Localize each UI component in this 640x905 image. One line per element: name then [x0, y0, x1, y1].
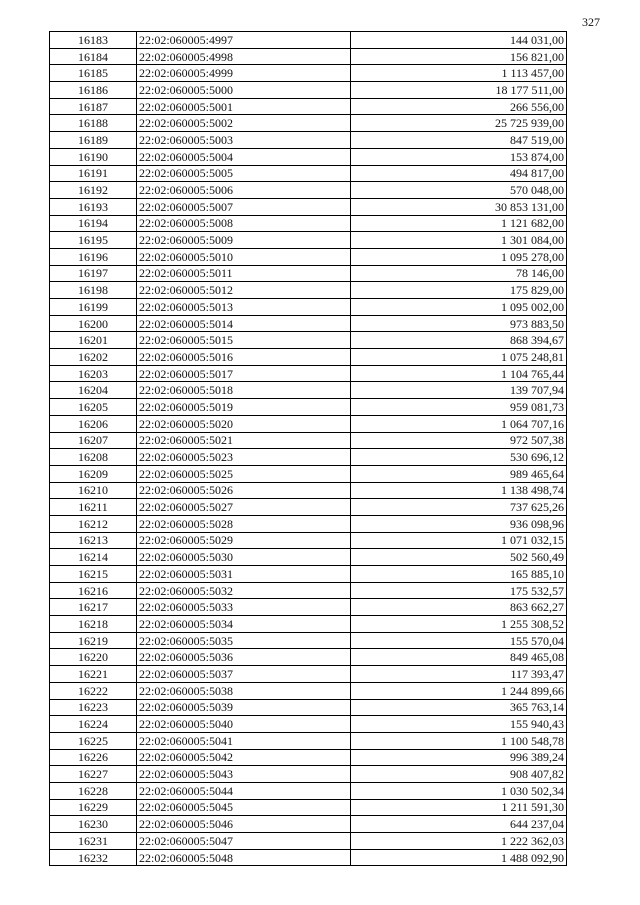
row-number-cell: 16212: [50, 515, 137, 532]
table-row: [50, 215, 567, 232]
cadastral-number-cell: 22:02:060005:5006: [137, 182, 351, 199]
cadastral-value-cell: 863 662,27: [351, 599, 567, 616]
cadastral-number-cell: 22:02:060005:5007: [137, 198, 351, 215]
table-row: [50, 599, 567, 616]
cadastral-number-cell: 22:02:060005:5019: [137, 399, 351, 416]
cadastral-number-cell: 22:02:060005:5040: [137, 716, 351, 733]
row-number-cell: 16205: [50, 399, 137, 416]
row-number-cell: 16191: [50, 165, 137, 182]
table-row: [50, 515, 567, 532]
table-row: [50, 566, 567, 583]
row-number-cell: 16203: [50, 365, 137, 382]
cadastral-number-cell: 22:02:060005:5011: [137, 265, 351, 282]
cadastral-number-cell: 22:02:060005:5020: [137, 415, 351, 432]
cadastral-number-cell: 22:02:060005:5034: [137, 616, 351, 633]
cadastral-number-cell: 22:02:060005:5028: [137, 515, 351, 532]
cadastral-number-cell: 22:02:060005:5005: [137, 165, 351, 182]
row-number-cell: 16219: [50, 632, 137, 649]
cadastral-number-cell: 22:02:060005:5044: [137, 782, 351, 799]
table-row: [50, 349, 567, 366]
cadastral-value-cell: 18 177 511,00: [351, 82, 567, 99]
table-row: [50, 432, 567, 449]
table-row: [50, 315, 567, 332]
table-row: [50, 749, 567, 766]
cadastral-value-cell: 868 394,67: [351, 332, 567, 349]
cadastral-value-cell: 266 556,00: [351, 98, 567, 115]
table-row: [50, 732, 567, 749]
cadastral-value-cell: 144 031,00: [351, 32, 567, 49]
cadastral-value-cell: 1 075 248,81: [351, 349, 567, 366]
cadastral-value-cell: 973 883,50: [351, 315, 567, 332]
cadastral-number-cell: 22:02:060005:5038: [137, 682, 351, 699]
cadastral-number-cell: 22:02:060005:5030: [137, 549, 351, 566]
cadastral-value-cell: 1 301 084,00: [351, 232, 567, 249]
cadastral-value-cell: 1 121 682,00: [351, 215, 567, 232]
row-number-cell: 16187: [50, 98, 137, 115]
row-number-cell: 16229: [50, 799, 137, 816]
cadastral-value-cell: 30 853 131,00: [351, 198, 567, 215]
cadastral-value-cell: 175 829,00: [351, 282, 567, 299]
cadastral-value-cell: 153 874,00: [351, 148, 567, 165]
cadastral-number-cell: 22:02:060005:5033: [137, 599, 351, 616]
cadastral-value-cell: 1 138 498,74: [351, 482, 567, 499]
row-number-cell: 16199: [50, 299, 137, 316]
cadastral-number-cell: 22:02:060005:5026: [137, 482, 351, 499]
table-row: [50, 549, 567, 566]
cadastral-value-cell: 570 048,00: [351, 182, 567, 199]
table-row: [50, 65, 567, 82]
row-number-cell: 16217: [50, 599, 137, 616]
table-row: [50, 332, 567, 349]
cadastral-number-cell: 22:02:060005:5000: [137, 82, 351, 99]
row-number-cell: 16201: [50, 332, 137, 349]
table-row: [50, 816, 567, 833]
cadastral-number-cell: 22:02:060005:5023: [137, 449, 351, 466]
table-row: [50, 833, 567, 850]
table-row: [50, 782, 567, 799]
cadastral-number-cell: 22:02:060005:5048: [137, 849, 351, 866]
cadastral-value-cell: 530 696,12: [351, 449, 567, 466]
cadastral-value-cell: 139 707,94: [351, 382, 567, 399]
cadastral-number-cell: 22:02:060005:5039: [137, 699, 351, 716]
cadastral-number-cell: 22:02:060005:5041: [137, 732, 351, 749]
row-number-cell: 16216: [50, 582, 137, 599]
cadastral-number-cell: 22:02:060005:5021: [137, 432, 351, 449]
table-row: [50, 182, 567, 199]
row-number-cell: 16207: [50, 432, 137, 449]
table-body: [50, 32, 567, 866]
cadastral-number-cell: 22:02:060005:5015: [137, 332, 351, 349]
cadastral-value-cell: 1 095 278,00: [351, 248, 567, 265]
row-number-cell: 16200: [50, 315, 137, 332]
cadastral-number-cell: 22:02:060005:5047: [137, 833, 351, 850]
row-number-cell: 16231: [50, 833, 137, 850]
row-number-cell: 16225: [50, 732, 137, 749]
cadastral-value-cell: 847 519,00: [351, 132, 567, 149]
table-row: [50, 465, 567, 482]
cadastral-value-cell: 365 763,14: [351, 699, 567, 716]
row-number-cell: 16188: [50, 115, 137, 132]
cadastral-number-cell: 22:02:060005:5042: [137, 749, 351, 766]
row-number-cell: 16190: [50, 148, 137, 165]
cadastral-number-cell: 22:02:060005:4998: [137, 48, 351, 65]
cadastral-number-cell: 22:02:060005:5008: [137, 215, 351, 232]
cadastral-value-cell: 117 393,47: [351, 666, 567, 683]
cadastral-value-cell: 155 570,04: [351, 632, 567, 649]
row-number-cell: 16214: [50, 549, 137, 566]
cadastral-number-cell: 22:02:060005:5018: [137, 382, 351, 399]
table-row: [50, 415, 567, 432]
cadastral-number-cell: 22:02:060005:5029: [137, 532, 351, 549]
cadastral-number-cell: 22:02:060005:5043: [137, 766, 351, 783]
row-number-cell: 16226: [50, 749, 137, 766]
table-row: [50, 766, 567, 783]
table-row: [50, 482, 567, 499]
cadastral-value-cell: 156 821,00: [351, 48, 567, 65]
cadastral-number-cell: 22:02:060005:5001: [137, 98, 351, 115]
cadastral-value-cell: 936 098,96: [351, 515, 567, 532]
table-row: [50, 198, 567, 215]
row-number-cell: 16193: [50, 198, 137, 215]
table-row: [50, 616, 567, 633]
row-number-cell: 16194: [50, 215, 137, 232]
cadastral-number-cell: 22:02:060005:5027: [137, 499, 351, 516]
cadastral-value-cell: 737 625,26: [351, 499, 567, 516]
cadastral-value-cell: 1 104 765,44: [351, 365, 567, 382]
cadastral-number-cell: 22:02:060005:5016: [137, 349, 351, 366]
cadastral-value-cell: 1 222 362,03: [351, 833, 567, 850]
table-row: [50, 32, 567, 49]
cadastral-number-cell: 22:02:060005:4999: [137, 65, 351, 82]
row-number-cell: 16206: [50, 415, 137, 432]
cadastral-value-cell: 996 389,24: [351, 749, 567, 766]
table-row: [50, 399, 567, 416]
cadastral-value-cell: 989 465,64: [351, 465, 567, 482]
row-number-cell: 16192: [50, 182, 137, 199]
cadastral-value-table: [49, 31, 567, 866]
cadastral-number-cell: 22:02:060005:5013: [137, 299, 351, 316]
cadastral-value-cell: 1 211 591,30: [351, 799, 567, 816]
cadastral-value-cell: 25 725 939,00: [351, 115, 567, 132]
row-number-cell: 16230: [50, 816, 137, 833]
table-row: [50, 98, 567, 115]
table-row: [50, 649, 567, 666]
row-number-cell: 16195: [50, 232, 137, 249]
cadastral-value-cell: 1 071 032,15: [351, 532, 567, 549]
table-row: [50, 666, 567, 683]
cadastral-number-cell: 22:02:060005:5037: [137, 666, 351, 683]
row-number-cell: 16223: [50, 699, 137, 716]
row-number-cell: 16202: [50, 349, 137, 366]
table-row: [50, 248, 567, 265]
table-row: [50, 282, 567, 299]
cadastral-value-cell: 972 507,38: [351, 432, 567, 449]
table-row: [50, 148, 567, 165]
cadastral-number-cell: 22:02:060005:5004: [137, 148, 351, 165]
row-number-cell: 16208: [50, 449, 137, 466]
row-number-cell: 16210: [50, 482, 137, 499]
row-number-cell: 16185: [50, 65, 137, 82]
cadastral-value-cell: 1 095 002,00: [351, 299, 567, 316]
cadastral-value-cell: 494 817,00: [351, 165, 567, 182]
cadastral-value-cell: 1 255 308,52: [351, 616, 567, 633]
cadastral-value-cell: 175 532,57: [351, 582, 567, 599]
row-number-cell: 16220: [50, 649, 137, 666]
row-number-cell: 16218: [50, 616, 137, 633]
table-row: [50, 132, 567, 149]
table-row: [50, 532, 567, 549]
cadastral-value-cell: 502 560,49: [351, 549, 567, 566]
cadastral-number-cell: 22:02:060005:5031: [137, 566, 351, 583]
row-number-cell: 16213: [50, 532, 137, 549]
table-row: [50, 265, 567, 282]
table-row: [50, 48, 567, 65]
table-row: [50, 115, 567, 132]
row-number-cell: 16197: [50, 265, 137, 282]
row-number-cell: 16222: [50, 682, 137, 699]
row-number-cell: 16209: [50, 465, 137, 482]
table-row: [50, 682, 567, 699]
row-number-cell: 16232: [50, 849, 137, 866]
row-number-cell: 16227: [50, 766, 137, 783]
cadastral-number-cell: 22:02:060005:5009: [137, 232, 351, 249]
page-number: 327: [582, 15, 600, 29]
row-number-cell: 16221: [50, 666, 137, 683]
table-row: [50, 499, 567, 516]
table-row: [50, 582, 567, 599]
row-number-cell: 16228: [50, 782, 137, 799]
row-number-cell: 16184: [50, 48, 137, 65]
cadastral-number-cell: 22:02:060005:5014: [137, 315, 351, 332]
cadastral-value-cell: 644 237,04: [351, 816, 567, 833]
cadastral-value-cell: 1 488 092,90: [351, 849, 567, 866]
row-number-cell: 16189: [50, 132, 137, 149]
table-row: [50, 632, 567, 649]
row-number-cell: 16211: [50, 499, 137, 516]
cadastral-value-cell: 165 885,10: [351, 566, 567, 583]
table-row: [50, 716, 567, 733]
cadastral-number-cell: 22:02:060005:5036: [137, 649, 351, 666]
row-number-cell: 16186: [50, 82, 137, 99]
cadastral-number-cell: 22:02:060005:5046: [137, 816, 351, 833]
cadastral-number-cell: 22:02:060005:5002: [137, 115, 351, 132]
cadastral-number-cell: 22:02:060005:5012: [137, 282, 351, 299]
row-number-cell: 16183: [50, 32, 137, 49]
table-row: [50, 232, 567, 249]
table-row: [50, 699, 567, 716]
cadastral-value-cell: 1 064 707,16: [351, 415, 567, 432]
row-number-cell: 16215: [50, 566, 137, 583]
table-row: [50, 382, 567, 399]
cadastral-value-cell: 1 030 502,34: [351, 782, 567, 799]
row-number-cell: 16196: [50, 248, 137, 265]
cadastral-number-cell: 22:02:060005:5045: [137, 799, 351, 816]
table-row: [50, 299, 567, 316]
cadastral-number-cell: 22:02:060005:5025: [137, 465, 351, 482]
cadastral-value-cell: 1 100 548,78: [351, 732, 567, 749]
table-row: [50, 165, 567, 182]
cadastral-value-cell: 1 244 899,66: [351, 682, 567, 699]
cadastral-number-cell: 22:02:060005:5017: [137, 365, 351, 382]
cadastral-number-cell: 22:02:060005:4997: [137, 32, 351, 49]
table-row: [50, 849, 567, 866]
cadastral-number-cell: 22:02:060005:5003: [137, 132, 351, 149]
cadastral-value-cell: 959 081,73: [351, 399, 567, 416]
cadastral-value-cell: 78 146,00: [351, 265, 567, 282]
cadastral-number-cell: 22:02:060005:5010: [137, 248, 351, 265]
row-number-cell: 16204: [50, 382, 137, 399]
table-row: [50, 82, 567, 99]
cadastral-value-cell: 155 940,43: [351, 716, 567, 733]
table-row: [50, 799, 567, 816]
cadastral-value-cell: 1 113 457,00: [351, 65, 567, 82]
row-number-cell: 16224: [50, 716, 137, 733]
cadastral-number-cell: 22:02:060005:5035: [137, 632, 351, 649]
row-number-cell: 16198: [50, 282, 137, 299]
cadastral-value-cell: 849 465,08: [351, 649, 567, 666]
cadastral-number-cell: 22:02:060005:5032: [137, 582, 351, 599]
table-row: [50, 365, 567, 382]
table-row: [50, 449, 567, 466]
cadastral-value-cell: 908 407,82: [351, 766, 567, 783]
